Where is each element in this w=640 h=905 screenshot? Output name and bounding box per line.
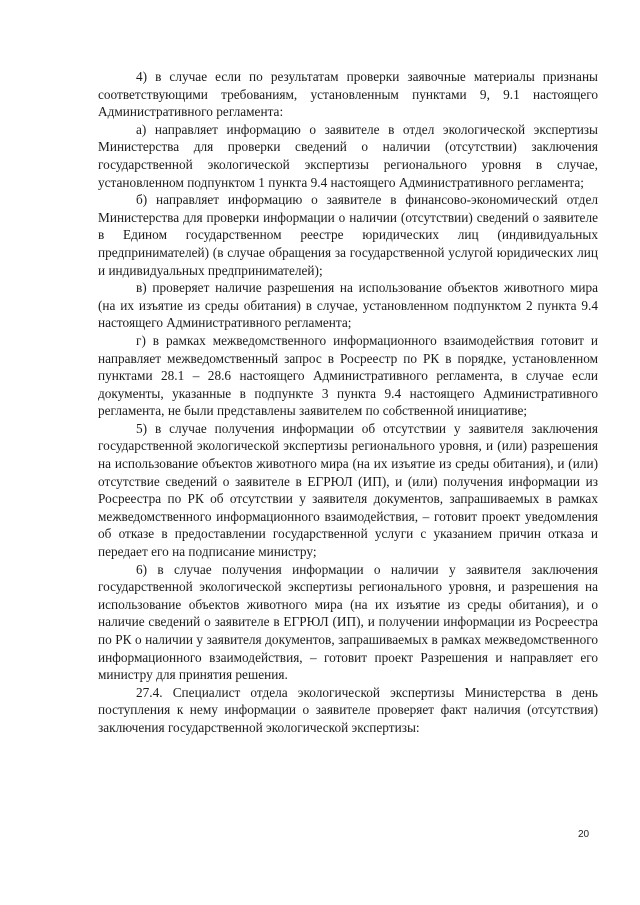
paragraph-subitem-b: б) направляет информацию о заявителе в финансово-экономический отдел Министерства для проверки информации о наличии (отсутствии) сведений о заявителе в Едином государственном реестре юридических лиц (индивидуальных предпринимателей) (в случае обращения за государственной услугой юридических лиц и индивидуальных предпринимателей); [98, 192, 598, 278]
document-body [98, 68, 598, 737]
paragraph-subitem-v: в) проверяет наличие разрешения на использование объектов животного мира (на их изъятие из среды обитания) в случае, установленном подпунктом 2 пункта 9.4 настоящего Административного регламента; [98, 280, 598, 331]
paragraph-subitem-a: а) направляет информацию о заявителе в отдел экологической экспертизы Министерства для проверки сведений о наличии (отсутствии) заключения государственной экологической экспертизы регионального уровня в случае, установленном подпунктом 1 пункта 9.4 настоящего Административного регламента; [98, 121, 598, 190]
page-number: 20 [578, 829, 590, 840]
paragraph-item-4: 4) в случае если по результатам проверки заявочные материалы признаны соответствующими требованиям, установленным пунктами 9, 9.1 настоящего Административного регламента: [98, 69, 598, 120]
paragraph-item-5: 5) в случае получения информации об отсутствии у заявителя заключения государственной экологической экспертизы регионального уровня, и (или) разрешения на использование объектов животного мира (на их изъятие из среды обитания), и (или) отсутствие сведений о заявителе в ЕГРЮЛ (ИП), и (или) получения информации из Росреестра по РК об отсутствии у заявителя документов, запрашиваемых в рамках межведомственного информационного взаимодействия, – готовит проект уведомления об отказе в предоставлении государственной услуги с указанием причин отказа и передает его на подписание министру; [98, 420, 598, 560]
paragraph-subitem-g: г) в рамках межведомственного информационного взаимодействия готовит и направляет межведомственный запрос в Росреестр по РК в порядке, установленном пунктами 28.1 – 28.6 настоящего Административного регламента, в случае если документы, указанные в подпункте 3 пункта 9.4 настоящего Административного регламента, не были представлены заявителем по собственной инициативе; [98, 332, 598, 419]
paragraph-item-6: 6) в случае получения информации о наличии у заявителя заключения государственной экологической экспертизы регионального уровня, и разрешения на использование объектов животного мира (на их изъятие из среды обитания), и о наличие сведений о заявителе в ЕГРЮЛ (ИП), и получении информации из Росреестра по РК о наличии у заявителя документов, запрашиваемых в рамках межведомственного информационного взаимодействия, – готовит проект Разрешения и направляет его министру для принятия решения. [98, 561, 598, 683]
paragraph-section-27-4: 27.4. Специалист отдела экологической экспертизы Министерства в день поступления к нему информации о заявителе проверяет факт наличия (отсутствия) заключения государственной экологической экспертизы: [98, 684, 598, 735]
